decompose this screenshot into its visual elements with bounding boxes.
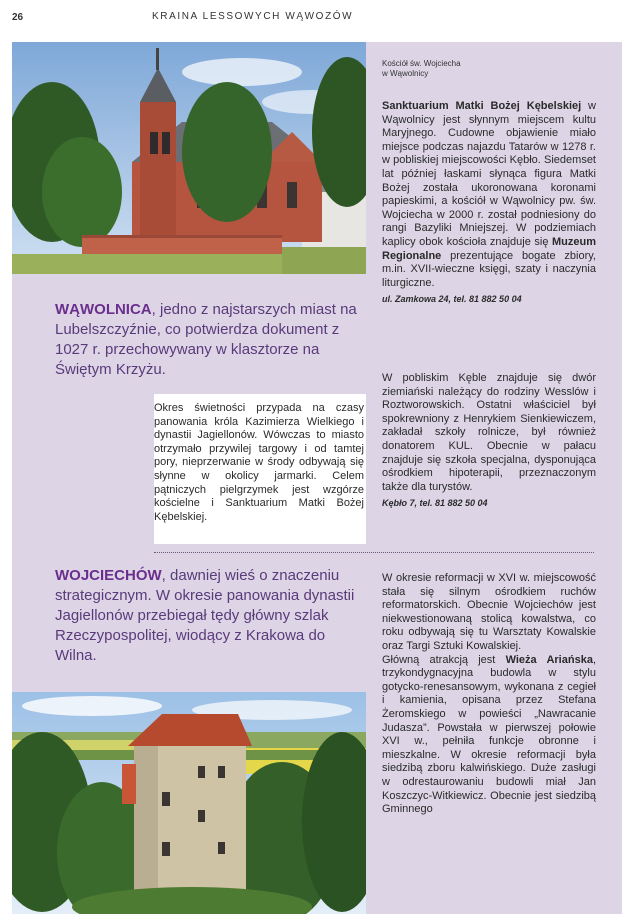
tower-name: Wieża Ariańska (505, 653, 593, 666)
keblo-text: W pobliskim Kęble znajduje się dwór ziemiański należący do rodziny Wesslów i Roztworowskich. Ostatni właściciel był spokrewniony z Henrykiem Sienkiewiczem, zakładał szkoły rolnicze, był również donatorem KUL. Obecnie w pałacu znajduje się szkoła specjalna, dysponująca ośrodkiem hipoterapii, przeznaczonym także dla turystów. (382, 372, 596, 493)
tower-photo (12, 692, 366, 914)
caption-line-2: w Wąwolnicy (382, 69, 429, 78)
wojciechow-paragraph (382, 572, 596, 817)
wojciechow-text-2-post: , trzykondygnacyjna budowla w stylu gotycko-renesansowym, wykonana z cegieł i kamienia, opisana przez Stefana Żeromskiego w powieści „Nawracanie Judasza”. Powstała w pierwszej połowie XVI w., pełniła funkcje obronne i mieszkalne. W okresie reformacji była siedzibą zboru kalwińskiego. Duże zasługi w odrestaurowaniu budowli miał Jan Koszczyc-Witkiewicz. Obecnie jest siedzibą Gminnego (382, 653, 596, 816)
running-header: KRAINA LESSOWYCH WĄWOZÓW (152, 11, 354, 22)
sanktuarium-text-2: prezentujące bogate zbiory, m.in. XVII-wieczne księgi, szaty i naczynia liturgiczne. (382, 249, 596, 289)
keblo-paragraph (382, 372, 596, 511)
wawolnica-lead (55, 300, 365, 380)
wojciechow-lead (55, 566, 367, 666)
wojciechow-lead-text: , dawniej wieś o znaczeniu strategicznym. W okresie panowania dynastii Jagiellonów przebiegał tędy główny szlak Rzeczypospolitej, wiodący z Krakowa do Wilna. (55, 567, 355, 664)
wojciechow-keyword: WOJCIECHÓW (55, 567, 162, 584)
section-divider (154, 552, 594, 553)
wawolnica-keyword: WĄWOLNICA (55, 301, 152, 318)
sanktuarium-paragraph (382, 100, 596, 307)
sanktuarium-address: ul. Zamkowa 24, tel. 81 882 50 04 (382, 294, 522, 305)
caption-line-1: Kościół św. Wojciecha (382, 59, 461, 68)
wawolnica-paragraph (154, 402, 364, 524)
keblo-address: Kębło 7, tel. 81 882 50 04 (382, 498, 488, 509)
church-photo (12, 42, 366, 274)
sanktuarium-name: Sanktuarium Matki Bożej Kębelskiej (382, 100, 582, 112)
wojciechow-text-2-pre: Główną atrakcją jest (382, 653, 506, 666)
photo-caption (382, 59, 461, 79)
sanktuarium-text-1: w Wąwolnicy jest słynnym miejscem kultu Maryjnego. Cudowne objawienie miało miejsce podczas najazdu Tatarów w 1278 r. w pobliskiej miejscowości Kębło. Siedemset lat później łaskami słynąca figura Matki Bożej została ukoronowana koronami papieskimi, a kościół w Wąwolnicy pw. św. Wojciecha w 2000 r. został podniesiony do rangi Bazyliki Mniejszej. W podziemiach kaplicy obok kościoła znajduje się (382, 100, 597, 248)
wojciechow-text-1: W okresie reformacji w XVI w. miejscowość stała się silnym ośrodkiem ruchów reformatorskich. Obecnie Wojciechów jest niekwestionowaną stolicą kowalstwa, co roku odbywają się tu Warsztaty Kowalskie oraz Targi Sztuki Kowalskiej. (382, 572, 596, 652)
wawolnica-body-text: Okres świetności przypada na czasy panowania króla Kazimierza Wielkiego i dynastii Jagiellonów. Wówczas to miasto otrzymało przywilej targowy i od tamtej pory, nieprzerwanie w środy odbywają się słynne w okolicy jarmarki. Celem pątniczych pielgrzymek jest wzgórze kościelne i Sanktuarium Matki Bożej Kębelskiej. (154, 402, 364, 523)
museum-name: Muzeum Regionalne (382, 235, 596, 262)
page-number: 26 (12, 12, 24, 23)
wawolnica-lead-text: , jedno z najstarszych miast na Lubelszczyźnie, co potwierdza dokument z 1027 r. przechowywany w klasztorze na Świętym Krzyżu. (55, 301, 357, 378)
